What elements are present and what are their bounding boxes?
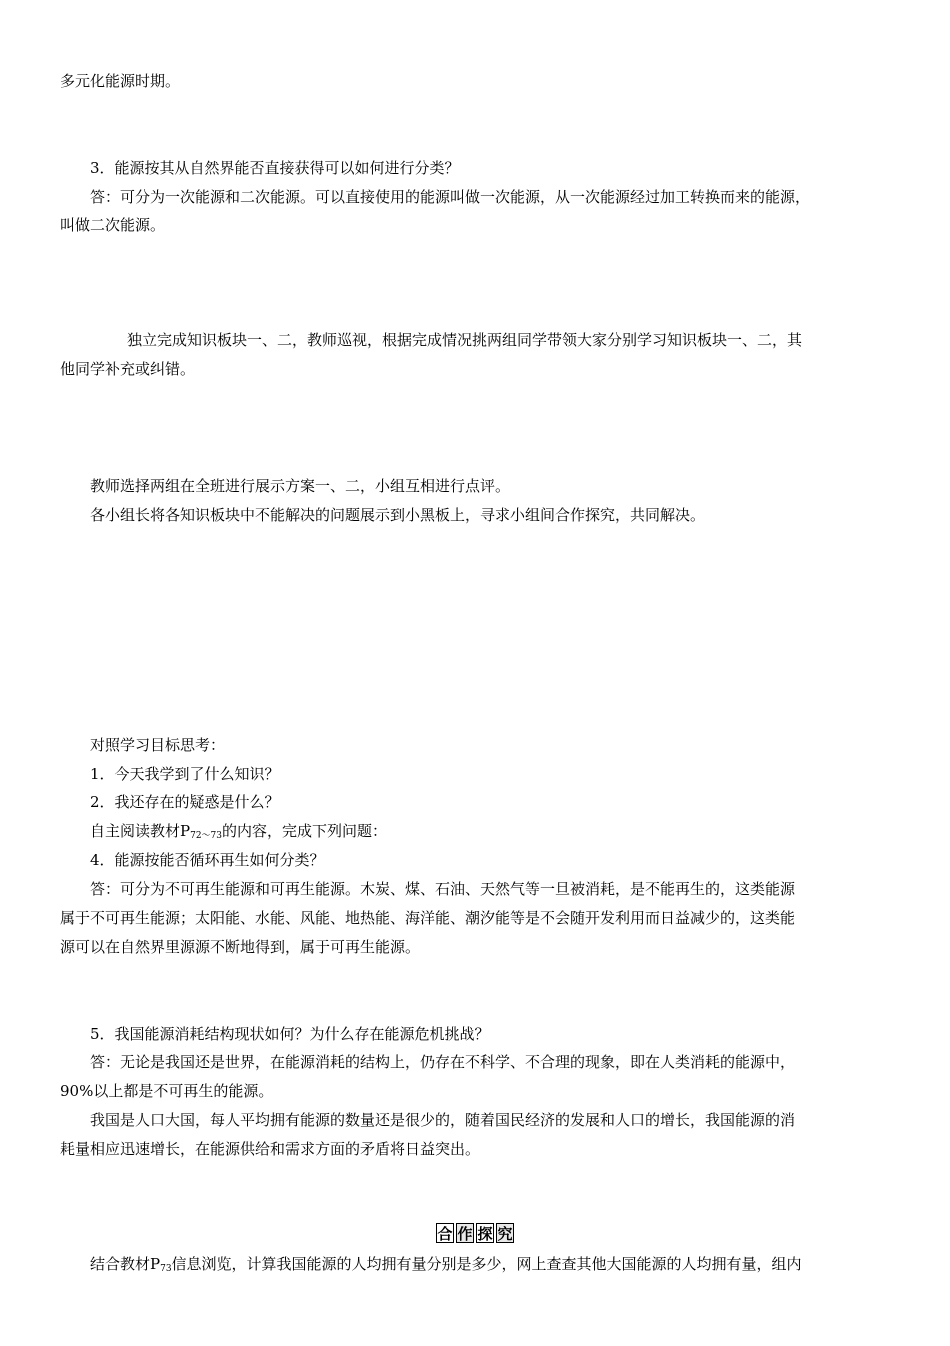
question-4: 4．能源按能否循环再生如何分类？ [90,851,325,869]
instruction-line: 各小组长将各知识板块中不能解决的问题展示到小黑板上，寻求小组间合作探究，共同解决。 [90,506,706,524]
section-title-char: 合 [437,1225,453,1243]
answer-3-line: 叫做二次能源。 [60,216,166,234]
section-title-char: 探 [477,1225,493,1243]
answer-5-line: 我国是人口大国，每人平均拥有能源的数量还是很少的，随着国民经济的发展和人口的增长，我国能源的消 [90,1111,796,1129]
answer-5-line: 耗量相应迅速增长，在能源供给和需求方面的矛盾将日益突出。 [60,1140,481,1158]
instruction-line: 独立完成知识板块一、二，教师巡视，根据完成情况挑两组同学带领大家分别学习知识板块一、二，其 [127,331,803,349]
inquiry-instruction-text: 信息浏览，计算我国能源的人均拥有量分别是多少，网上查查其他大国能源的人均拥有量，组内 [171,1255,802,1273]
section-title-cooperative-inquiry [0,1223,950,1243]
page-range-subscript: 72～73 [190,831,222,841]
reflection-item: 2．我还存在的疑惑是什么？ [90,793,280,811]
answer-4-line: 源可以在自然界里源源不断地得到，属于可再生能源。 [60,938,421,956]
paragraph-line: 多元化能源时期。 [60,72,181,90]
answer-3-line: 答：可分为一次能源和二次能源。可以直接使用的能源叫做一次能源，从一次能源经过加工转换而来的能源， [90,188,811,206]
reading-instruction-text: 自主阅读教材P [90,822,191,840]
reflection-heading: 对照学习目标思考： [90,736,226,754]
section-title-char: 究 [497,1225,513,1243]
answer-5-line: 答：无论是我国还是世界，在能源消耗的结构上，仍存在不科学、不合理的现象，即在人类消耗的能源中， [90,1053,796,1071]
question-3: 3．能源按其从自然界能否直接获得可以如何进行分类？ [90,159,460,177]
inquiry-instruction-text: 结合教材P [90,1255,161,1273]
answer-5-line: 90%以上都是不可再生的能源。 [60,1082,274,1100]
section-title-char: 作 [457,1225,473,1243]
instruction-line: 教师选择两组在全班进行展示方案一、二，小组互相进行点评。 [90,477,511,495]
section-title-badge [436,1223,514,1243]
page-subscript: 73 [160,1264,172,1274]
reflection-item: 1．今天我学到了什么知识？ [90,765,280,783]
reading-instruction-text: 的内容，完成下列问题： [222,822,388,840]
instruction-line: 他同学补充或纠错。 [60,360,196,378]
reading-instruction [90,821,387,846]
question-5: 5．我国能源消耗结构现状如何？为什么存在能源危机挑战？ [90,1025,490,1043]
inquiry-instruction [90,1254,802,1279]
answer-4-line: 属于不可再生能源；太阳能、水能、风能、地热能、海洋能、潮汐能等是不会随开发利用而日益减少的，这类能 [60,909,796,927]
answer-4-line: 答：可分为不可再生能源和可再生能源。木炭、煤、石油、天然气等一旦被消耗，是不能再生的，这类能源 [90,880,796,898]
